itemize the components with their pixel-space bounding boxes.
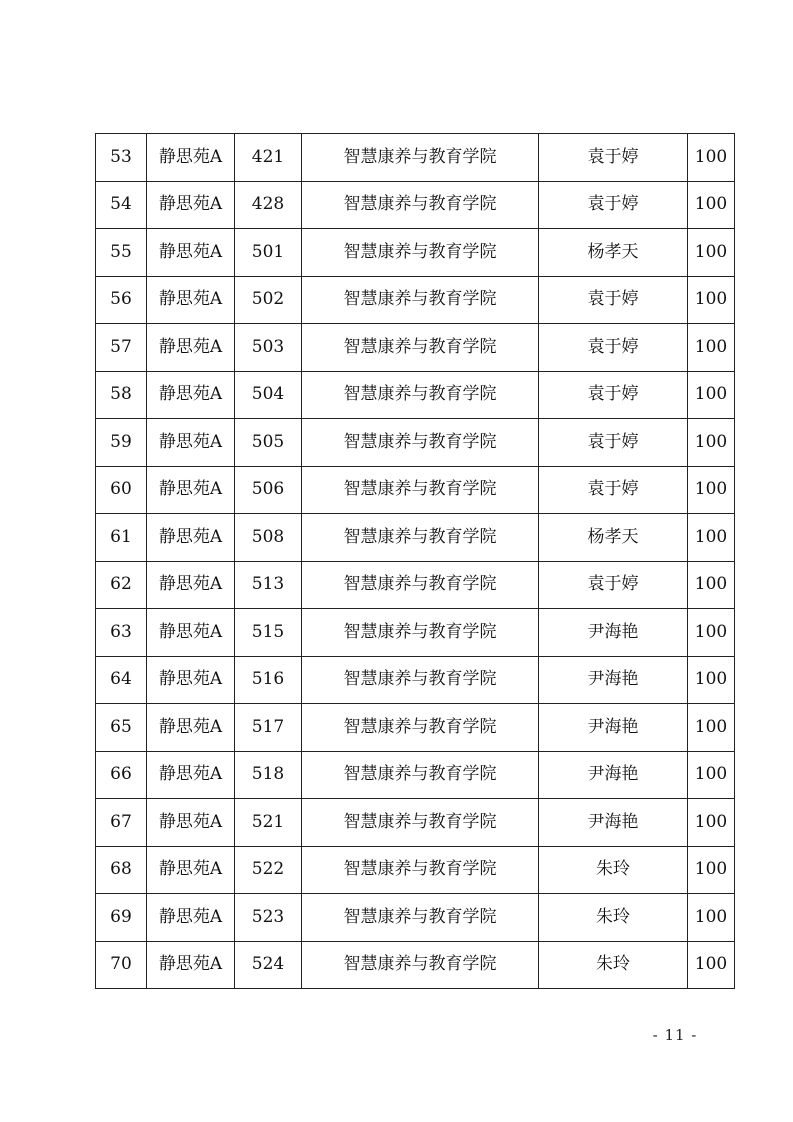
cell-person: 袁于婷 [539, 134, 688, 182]
cell-score: 100 [688, 371, 735, 419]
cell-building: 静思苑A [147, 419, 235, 467]
cell-number: 68 [96, 846, 147, 894]
cell-building: 静思苑A [147, 561, 235, 609]
cell-college: 智慧康养与教育学院 [302, 799, 539, 847]
cell-number: 59 [96, 419, 147, 467]
cell-score: 100 [688, 704, 735, 752]
cell-room: 428 [235, 181, 302, 229]
table-row [96, 941, 735, 989]
table-row [96, 609, 735, 657]
cell-room: 505 [235, 419, 302, 467]
cell-room: 501 [235, 229, 302, 277]
cell-number: 56 [96, 276, 147, 324]
table-row [96, 419, 735, 467]
cell-building: 静思苑A [147, 751, 235, 799]
cell-person: 袁于婷 [539, 419, 688, 467]
cell-college: 智慧康养与教育学院 [302, 229, 539, 277]
cell-score: 100 [688, 324, 735, 372]
table-body [96, 134, 735, 989]
cell-room: 502 [235, 276, 302, 324]
cell-person: 尹海艳 [539, 656, 688, 704]
cell-building: 静思苑A [147, 371, 235, 419]
cell-person: 尹海艳 [539, 704, 688, 752]
cell-building: 静思苑A [147, 894, 235, 942]
cell-person: 袁于婷 [539, 371, 688, 419]
cell-room: 524 [235, 941, 302, 989]
cell-college: 智慧康养与教育学院 [302, 894, 539, 942]
cell-room: 521 [235, 799, 302, 847]
cell-room: 421 [235, 134, 302, 182]
cell-score: 100 [688, 134, 735, 182]
cell-score: 100 [688, 941, 735, 989]
cell-score: 100 [688, 466, 735, 514]
cell-room: 522 [235, 846, 302, 894]
cell-number: 65 [96, 704, 147, 752]
cell-person: 尹海艳 [539, 609, 688, 657]
cell-score: 100 [688, 656, 735, 704]
table-row [96, 799, 735, 847]
cell-number: 55 [96, 229, 147, 277]
cell-number: 54 [96, 181, 147, 229]
cell-person: 杨孝天 [539, 514, 688, 562]
cell-score: 100 [688, 894, 735, 942]
cell-room: 513 [235, 561, 302, 609]
table-row [96, 134, 735, 182]
cell-college: 智慧康养与教育学院 [302, 514, 539, 562]
cell-person: 朱玲 [539, 894, 688, 942]
cell-person: 朱玲 [539, 941, 688, 989]
cell-college: 智慧康养与教育学院 [302, 371, 539, 419]
cell-college: 智慧康养与教育学院 [302, 609, 539, 657]
cell-room: 508 [235, 514, 302, 562]
table-row [96, 561, 735, 609]
cell-building: 静思苑A [147, 941, 235, 989]
page-number: - 11 - [652, 1026, 698, 1044]
table-row [96, 229, 735, 277]
cell-college: 智慧康养与教育学院 [302, 276, 539, 324]
cell-college: 智慧康养与教育学院 [302, 704, 539, 752]
cell-score: 100 [688, 751, 735, 799]
cell-college: 智慧康养与教育学院 [302, 941, 539, 989]
cell-person: 尹海艳 [539, 799, 688, 847]
cell-score: 100 [688, 181, 735, 229]
table-row [96, 514, 735, 562]
cell-number: 53 [96, 134, 147, 182]
table-row [96, 181, 735, 229]
cell-score: 100 [688, 846, 735, 894]
cell-number: 57 [96, 324, 147, 372]
cell-room: 517 [235, 704, 302, 752]
cell-number: 58 [96, 371, 147, 419]
dormitory-score-table [95, 133, 735, 989]
cell-number: 63 [96, 609, 147, 657]
cell-person: 杨孝天 [539, 229, 688, 277]
cell-number: 60 [96, 466, 147, 514]
table-row [96, 704, 735, 752]
cell-person: 袁于婷 [539, 181, 688, 229]
cell-room: 515 [235, 609, 302, 657]
cell-college: 智慧康养与教育学院 [302, 751, 539, 799]
cell-building: 静思苑A [147, 181, 235, 229]
cell-person: 袁于婷 [539, 324, 688, 372]
cell-building: 静思苑A [147, 656, 235, 704]
cell-score: 100 [688, 229, 735, 277]
cell-college: 智慧康养与教育学院 [302, 419, 539, 467]
cell-building: 静思苑A [147, 324, 235, 372]
cell-building: 静思苑A [147, 704, 235, 752]
table-row [96, 656, 735, 704]
cell-number: 70 [96, 941, 147, 989]
cell-score: 100 [688, 561, 735, 609]
cell-building: 静思苑A [147, 514, 235, 562]
table-row [96, 371, 735, 419]
cell-person: 尹海艳 [539, 751, 688, 799]
cell-score: 100 [688, 419, 735, 467]
cell-number: 64 [96, 656, 147, 704]
cell-college: 智慧康养与教育学院 [302, 466, 539, 514]
cell-number: 61 [96, 514, 147, 562]
table-row [96, 466, 735, 514]
cell-building: 静思苑A [147, 466, 235, 514]
cell-building: 静思苑A [147, 846, 235, 894]
cell-number: 66 [96, 751, 147, 799]
cell-number: 67 [96, 799, 147, 847]
cell-room: 506 [235, 466, 302, 514]
table-row [96, 894, 735, 942]
cell-room: 503 [235, 324, 302, 372]
table-row [96, 751, 735, 799]
cell-college: 智慧康养与教育学院 [302, 134, 539, 182]
cell-number: 62 [96, 561, 147, 609]
cell-college: 智慧康养与教育学院 [302, 324, 539, 372]
cell-room: 516 [235, 656, 302, 704]
table-row [96, 276, 735, 324]
cell-person: 袁于婷 [539, 466, 688, 514]
table-row [96, 846, 735, 894]
cell-person: 朱玲 [539, 846, 688, 894]
cell-college: 智慧康养与教育学院 [302, 656, 539, 704]
cell-building: 静思苑A [147, 276, 235, 324]
cell-college: 智慧康养与教育学院 [302, 181, 539, 229]
cell-building: 静思苑A [147, 134, 235, 182]
table-row [96, 324, 735, 372]
cell-number: 69 [96, 894, 147, 942]
cell-score: 100 [688, 276, 735, 324]
cell-score: 100 [688, 799, 735, 847]
cell-room: 518 [235, 751, 302, 799]
cell-building: 静思苑A [147, 229, 235, 277]
cell-college: 智慧康养与教育学院 [302, 846, 539, 894]
cell-person: 袁于婷 [539, 276, 688, 324]
cell-room: 523 [235, 894, 302, 942]
cell-score: 100 [688, 514, 735, 562]
cell-score: 100 [688, 609, 735, 657]
cell-building: 静思苑A [147, 609, 235, 657]
cell-room: 504 [235, 371, 302, 419]
cell-college: 智慧康养与教育学院 [302, 561, 539, 609]
cell-building: 静思苑A [147, 799, 235, 847]
cell-person: 袁于婷 [539, 561, 688, 609]
